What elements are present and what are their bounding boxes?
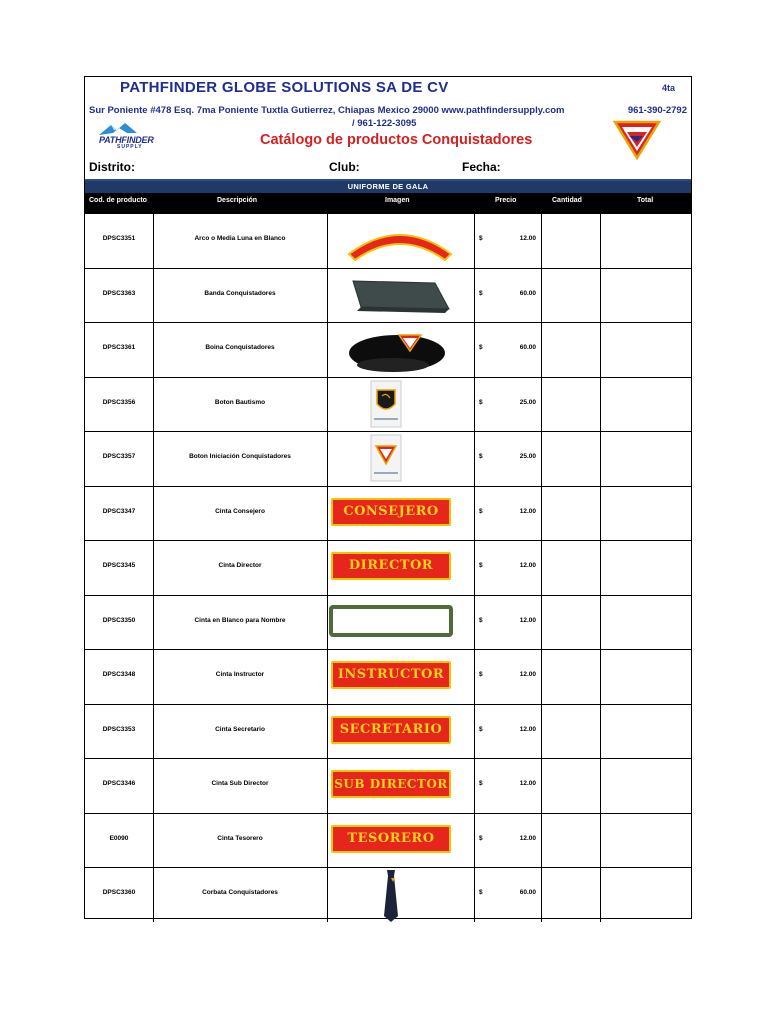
product-description: Cinta Tesorero [217,834,263,842]
product-code: DPSC3348 [102,671,136,678]
patch-text: CONSEJERO [331,498,451,526]
column-divider [474,323,475,377]
currency-symbol: $ [479,725,483,733]
product-price: 12.00 [519,725,536,733]
currency-symbol: $ [479,453,483,460]
phone-primary: 961-390-2792 [627,105,687,116]
product-image [327,487,474,541]
patch-text: TESORERO [331,825,451,853]
product-price: 12.00 [519,616,536,624]
column-divider [600,705,601,759]
column-divider [600,214,601,268]
fecha-label: Fecha: [462,160,501,174]
currency-symbol: $ [479,507,483,515]
col-code: Cod. de producto [89,197,147,204]
column-divider [541,541,542,595]
product-description: Arco o Media Luna en Blanco [194,235,286,242]
column-divider [474,814,475,868]
company-address: Sur Poniente #478 Esq. 7ma Poniente Tuxtla Gutierrez, Chiapas Mexico 29000 www.pathfindersupply.com [89,105,565,116]
product-description: Corbata Conquistadores [202,889,278,896]
column-divider [474,868,475,922]
product-image [327,759,474,813]
product-description: Cinta Director [218,562,262,569]
column-divider [541,650,542,704]
column-divider [541,323,542,377]
product-description: Cinta Instructor [215,671,265,678]
blank-name-tape-icon [327,596,474,650]
column-divider [600,487,601,541]
col-total: Total [637,197,654,204]
column-divider [541,214,542,268]
column-divider [474,269,475,323]
product-code: DPSC3363 [102,289,136,297]
column-divider [600,323,601,377]
table-header [85,193,691,213]
table-row [85,649,691,704]
column-divider [474,487,475,541]
table-row [85,268,691,323]
product-price: 12.00 [519,562,536,569]
column-divider [541,868,542,922]
initiation-pin-icon [327,432,474,486]
product-price: 12.00 [519,834,536,842]
product-code: DPSC3361 [102,344,136,351]
product-code: DPSC3351 [102,235,136,242]
column-divider [541,487,542,541]
currency-symbol: $ [479,235,483,242]
column-divider [474,759,475,813]
column-divider [600,759,601,813]
col-description: Descripción [217,197,258,204]
product-description: Cinta Consejero [215,507,265,515]
table-row [85,540,691,595]
product-price: 60.00 [519,344,536,351]
product-description: Boina Conquistadores [205,344,275,351]
column-divider [474,214,475,268]
product-price: 12.00 [519,780,536,787]
product-code: DPSC3350 [102,616,136,624]
column-divider [541,705,542,759]
product-price: 25.00 [519,453,536,460]
currency-symbol: $ [479,289,483,297]
currency-symbol: $ [479,344,483,351]
product-code: DPSC3360 [102,889,136,896]
tie-icon [327,868,474,922]
product-image [327,541,474,595]
currency-symbol: $ [479,562,483,569]
logo-subtext: SUPPLY [117,144,143,150]
catalog-title: Catálogo de productos Conquistadores [260,132,533,148]
product-description: Banda Conquistadores [204,289,276,297]
currency-symbol: $ [479,780,483,787]
currency-symbol: $ [479,616,483,624]
table-row [85,813,691,868]
product-code: DPSC3345 [102,562,136,569]
section-title: UNIFORME DE GALA [85,179,691,193]
product-price: 60.00 [519,889,536,896]
column-divider [600,868,601,922]
logo-text: PATHFINDER [99,135,154,145]
column-divider [600,814,601,868]
product-code: DPSC3346 [102,780,136,787]
patch-text: SECRETARIO [331,716,451,744]
column-divider [600,378,601,432]
arc-patch-icon [327,214,474,268]
product-price: 25.00 [519,398,536,406]
company-name: PATHFINDER GLOBE SOLUTIONS SA DE CV [120,79,449,96]
column-divider [541,759,542,813]
product-description: Cinta en Blanco para Nombre [194,616,286,624]
currency-symbol: $ [479,889,483,896]
column-divider [474,378,475,432]
column-divider [474,705,475,759]
col-price: Precio [495,197,517,204]
column-divider [541,378,542,432]
product-code: E0090 [109,834,129,842]
column-divider [600,269,601,323]
column-divider [541,269,542,323]
table-row [85,486,691,541]
edition-label: 4ta [661,83,675,93]
column-divider [474,596,475,650]
product-code: DPSC3357 [102,453,136,460]
table-row [85,322,691,377]
product-description: Boton Bautismo [214,398,266,406]
column-divider [541,596,542,650]
beret-icon [327,323,474,377]
currency-symbol: $ [479,398,483,406]
phone-secondary: / 961-122-3095 [352,118,417,129]
product-description: Boton Iniciación Conquistadores [189,453,291,460]
column-divider [600,650,601,704]
patch-text: SUB DIRECTOR [331,770,451,798]
product-price: 12.00 [519,671,536,678]
column-divider [474,432,475,486]
product-description: Cinta Sub Director [211,780,269,787]
club-label: Club: [329,160,360,174]
product-price: 12.00 [519,235,536,242]
col-quantity: Cantidad [552,197,582,204]
currency-symbol: $ [479,834,483,842]
table-row [85,758,691,813]
product-image [327,650,474,704]
column-divider [600,432,601,486]
product-code: DPSC3347 [102,507,136,515]
column-divider [600,541,601,595]
baptism-pin-icon [327,378,474,432]
product-price: 60.00 [519,289,536,297]
distrito-label: Distrito: [89,160,135,174]
catalog-sheet [84,76,692,919]
product-code: DPSC3356 [102,398,136,406]
column-divider [541,814,542,868]
table-row [85,867,691,922]
product-description: Cinta Secretario [215,725,265,733]
patch-text: DIRECTOR [331,552,451,580]
product-code: DPSC3353 [102,725,136,733]
sash-icon [327,269,474,323]
table-row [85,213,691,268]
table-row [85,595,691,650]
product-price: 12.00 [519,507,536,515]
table-row [85,704,691,759]
table-row [85,431,691,486]
col-image: Imagen [385,197,410,204]
column-divider [600,596,601,650]
pathfinder-emblem-icon [613,120,661,160]
patch-text: INSTRUCTOR [331,661,451,689]
currency-symbol: $ [479,671,483,678]
product-image [327,705,474,759]
product-image [327,814,474,868]
table-row [85,377,691,432]
column-divider [474,650,475,704]
column-divider [474,541,475,595]
column-divider [541,432,542,486]
